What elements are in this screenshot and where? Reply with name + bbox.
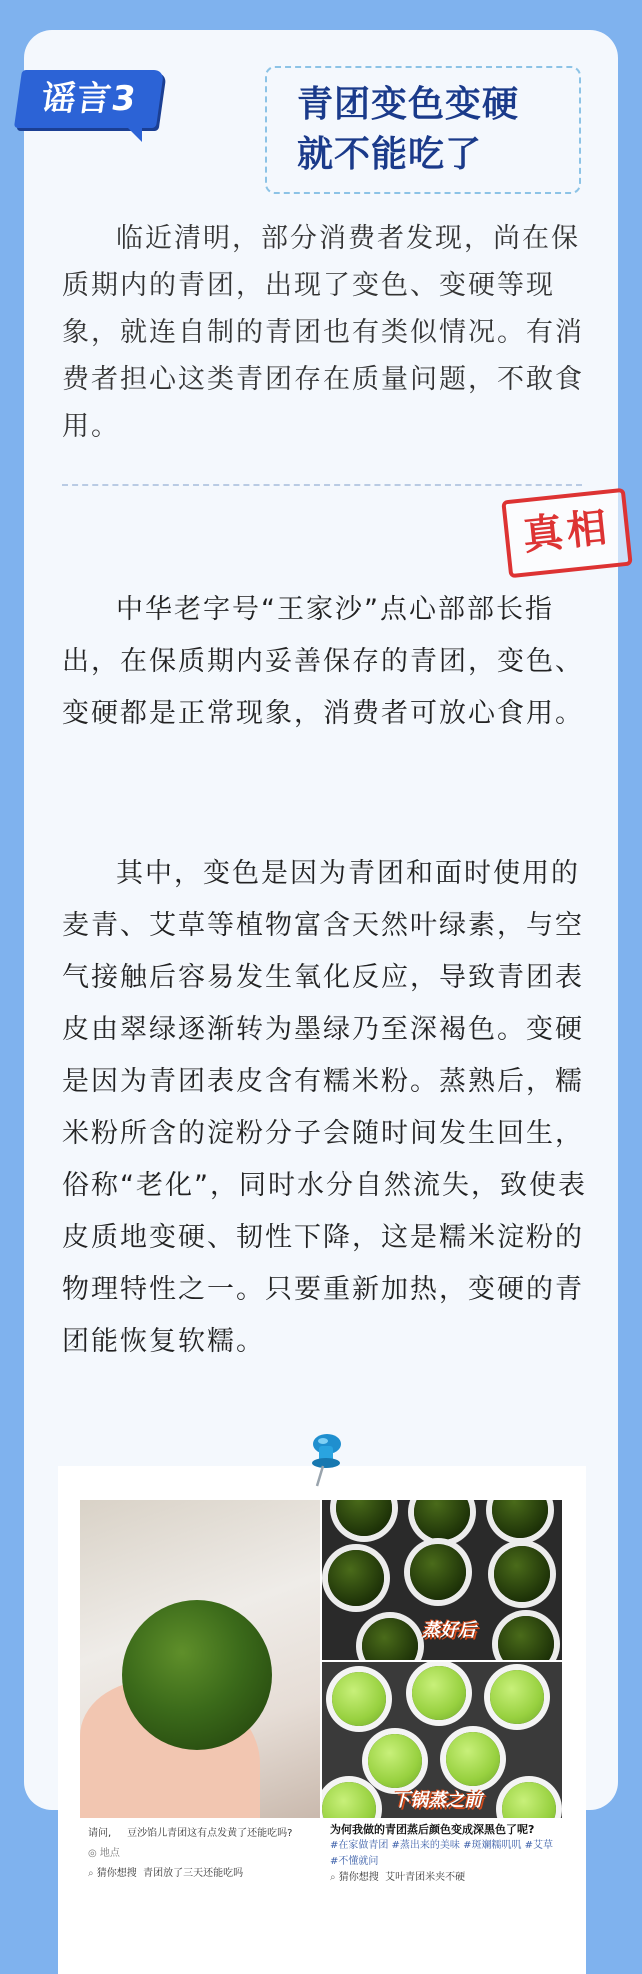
qingtuan-dark xyxy=(494,1546,550,1602)
rumor-badge: 谣言3 xyxy=(14,70,164,128)
search-icon: ⌕ xyxy=(88,1868,94,1879)
guess-label: 猜你想搜 xyxy=(338,1872,379,1883)
caption-prefix: 请问, xyxy=(88,1828,112,1839)
photo-collage xyxy=(58,1466,586,1974)
qingtuan-green xyxy=(446,1732,500,1786)
guess-search-row-right[interactable] xyxy=(330,1870,554,1886)
left-post-caption xyxy=(80,1818,320,1898)
qingtuan-dark-ball xyxy=(122,1600,272,1750)
label-before-steaming: 下锅蒸之前 xyxy=(392,1790,482,1811)
photo-hand-holding-qingtuan xyxy=(80,1500,320,1818)
qingtuan-green xyxy=(332,1672,386,1726)
location-text: 地点 xyxy=(99,1848,120,1859)
photo-raw-qingtuan xyxy=(322,1662,562,1818)
rumor-title-line-1: 青团变色变硬 xyxy=(297,84,520,125)
photo-collage-clip xyxy=(58,1466,586,1974)
section-divider xyxy=(62,484,582,486)
right-caption-tags: #在家做青团 #蒸出来的美味 #斑斓糯叽叽 #艾草 #不懂就问 xyxy=(330,1840,554,1867)
left-caption-line xyxy=(88,1824,312,1844)
right-caption-title: 为何我做的青团蒸后颜色变成深黑色了呢? xyxy=(330,1823,535,1836)
qingtuan-dark xyxy=(336,1500,392,1536)
qingtuan-dark xyxy=(498,1616,554,1660)
rumor-title-line-2: 就不能吃了 xyxy=(297,134,483,175)
guess-search-row[interactable] xyxy=(88,1864,312,1884)
qingtuan-dark xyxy=(410,1544,466,1600)
right-post-caption xyxy=(322,1818,562,1898)
search-icon: ⌕ xyxy=(330,1872,336,1883)
qingtuan-green xyxy=(502,1782,556,1818)
qingtuan-dark xyxy=(414,1500,470,1540)
rumor-badge-tail xyxy=(126,126,142,142)
truth-stamp: 真相 xyxy=(501,488,632,579)
location-row: ◎ 地点 xyxy=(88,1848,120,1859)
qingtuan-dark xyxy=(362,1618,418,1660)
guess-query: 艾叶青团米夹不硬 xyxy=(385,1872,466,1883)
rumor-title-box xyxy=(265,66,581,194)
label-after-steaming: 蒸好后 xyxy=(422,1620,476,1641)
rumor-description: 临近清明，部分消费者发现，尚在保质期内的青团，出现了变色、变硬等现象，就连自制的青团也有类似情况。有消费者担心这类青团存在质量问题，不敢食用。 xyxy=(62,223,584,442)
truth-paragraph-1: 中华老字号“王家沙”点心部部长指出，在保质期内妥善保存的青团，变色、变硬都是正常现象，消费者可放心食用。 xyxy=(62,594,584,729)
photo-steamed-qingtuan xyxy=(322,1500,562,1660)
qingtuan-green xyxy=(368,1734,422,1788)
caption-question: 豆沙馅儿青团这有点发黄了还能吃吗? xyxy=(127,1828,293,1839)
qingtuan-dark xyxy=(328,1550,384,1606)
qingtuan-dark xyxy=(492,1500,548,1538)
pushpin-icon xyxy=(305,1432,345,1488)
truth-paragraph-2: 其中，变色是因为青团和面时使用的麦青、艾草等植物富含天然叶绿素，与空气接触后容易发生氧化反应，导致青团表皮由翠绿逐渐转为墨绿乃至深褐色。变硬是因为青团表皮含有糯米粉。蒸熟后，糯米粉所含的淀粉分子会随时间发生回生，俗称“老化”，同时水分自然流失，致使表皮质地变硬、韧性下降，这是糯米淀粉的物理特性之一。只要重新加热，变硬的青团能恢复软糯。 xyxy=(62,858,587,1357)
qingtuan-green xyxy=(322,1782,376,1818)
qingtuan-green xyxy=(412,1666,466,1720)
qingtuan-green xyxy=(490,1670,544,1724)
guess-label: 猜你想搜 xyxy=(96,1868,137,1879)
guess-query: 青团放了三天还能吃吗 xyxy=(143,1868,244,1879)
